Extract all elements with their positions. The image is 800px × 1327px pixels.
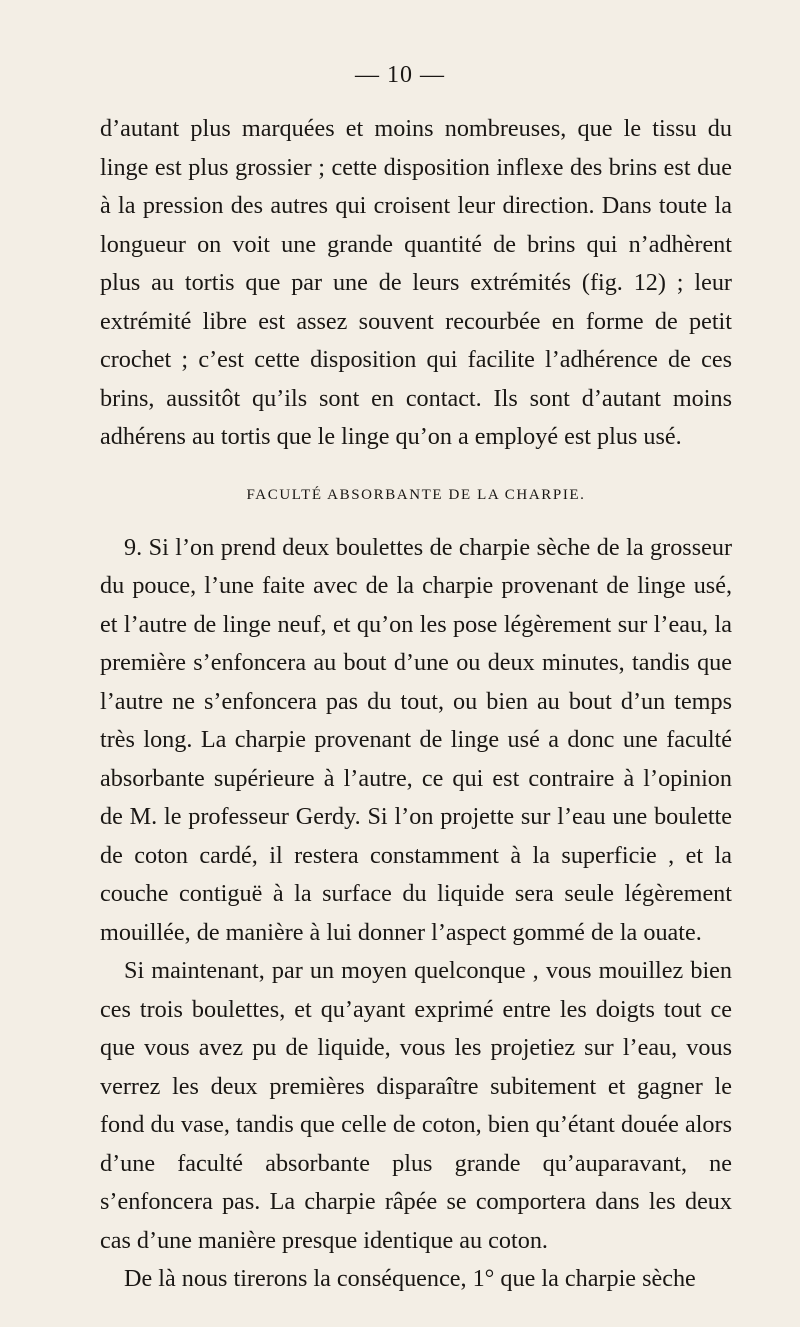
paragraph-wetting: Si maintenant, par un moyen quelconque , vous mouillez bien ces trois boulettes, et qu’ayant exprimé entre les doigts tout ce que vous avez pu de liquide, vous les projetiez sur l’eau, vous verrez les deux premières disparaître subitement et gagner le fond du vase, tandis que celle de coton, bien qu’étant douée alors d’une faculté absorbante plus grande qu’auparavant, ne s’enfoncera pas. La charpie râpée se comportera dans les deux cas d’une manière presque identique au coton.: [100, 957, 732, 1254]
paragraph-conclusion: De là nous tirerons la conséquence, 1° que la charpie sèche: [124, 1265, 696, 1292]
paragraph-fibers: d’autant plus marquées et moins nombreuses, que le tissu du linge est plus grossier ; cette disposition inflexe des brins est due à la pression des autres qui croisent leur direction. Dans toute la longueur on voit une grande quantité de brins qui n’adhèrent plus au tortis que par une de leurs extrémités (fig. 12) ; leur extrémité libre est assez souvent recourbée en forme de petit crochet ; c’est cette disposition qui facilite l’adhérence de ces brins, aussitôt qu’ils sont en contact. Ils sont d’autant moins adhérens au tortis que le linge qu’on a employé est plus usé.: [100, 115, 732, 450]
paragraph-experiment: 9. Si l’on prend deux boulettes de charpie sèche de la grosseur du pouce, l’une faite avec de la charpie provenant de linge usé, et l’autre de linge neuf, et qu’on les pose légèrement sur l’eau, la première s’enfoncera au bout d’une ou deux minutes, tandis que l’autre ne s’enfoncera pas du tout, ou bien au bout d’un temps très long. La charpie provenant de linge usé a donc une faculté absorbante supérieure à l’autre, ce qui est contraire à l’opinion de M. le professeur Gerdy. Si l’on projette sur l’eau une boulette de coton cardé, il restera constamment à la superficie , et la couche contiguë à la surface du liquide sera seule légèrement mouillée, de manière à lui donner l’aspect gommé de la ouate.: [100, 533, 732, 946]
page-number: — 10 —: [355, 62, 445, 88]
body-text: [100, 110, 732, 1299]
section-heading: FACULTÉ ABSORBANTE DE LA CHARPIE.: [246, 486, 586, 503]
